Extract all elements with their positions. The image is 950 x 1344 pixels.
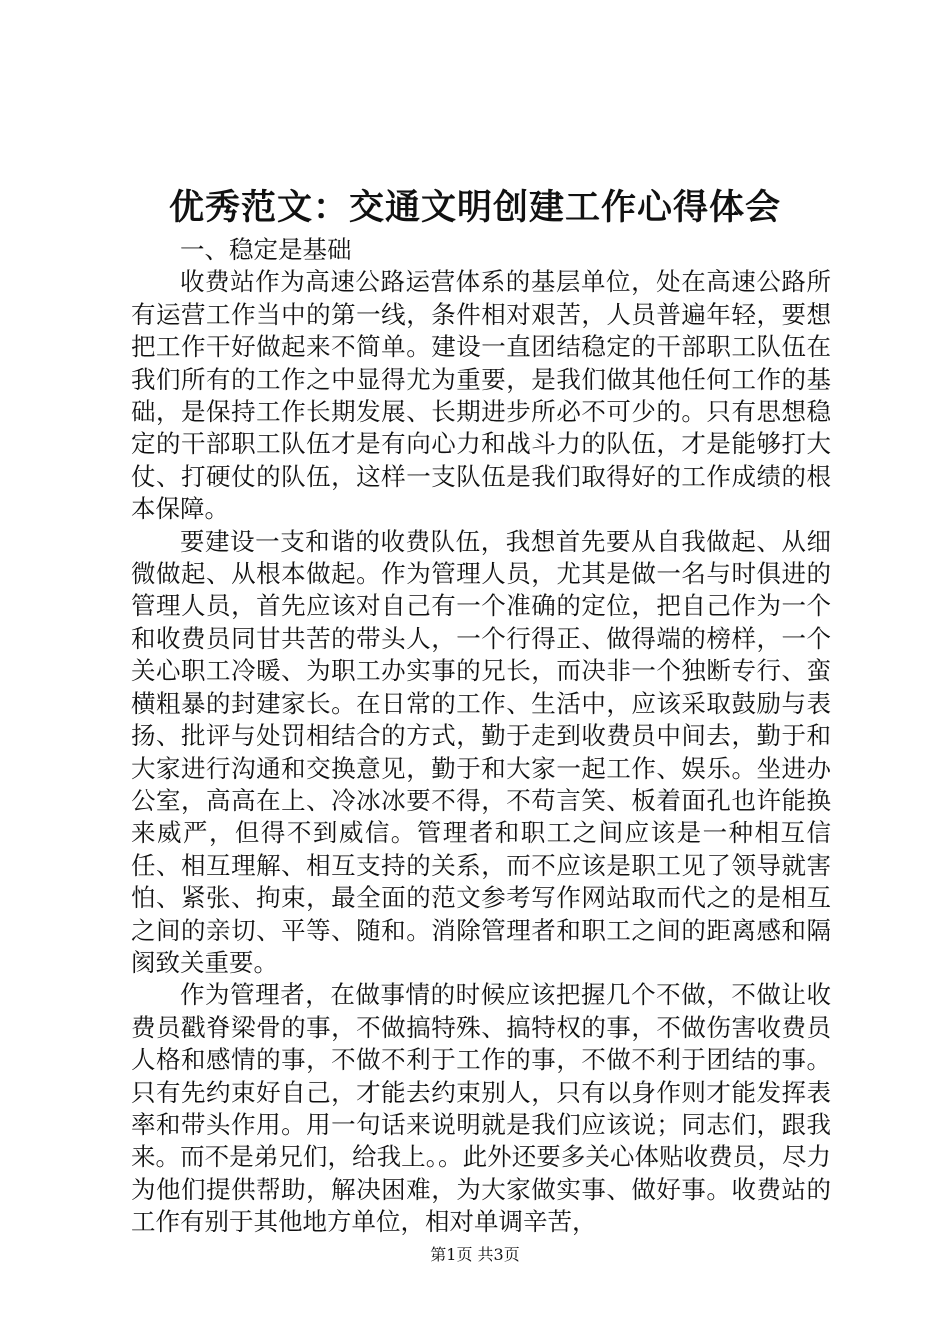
section-heading: 一、稳定是基础: [180, 235, 352, 264]
paragraph: 作为管理者，在做事情的时候应该把握几个不做，不做让收费员戳脊梁骨的事，不做搞特殊、搞特权的事，不做伤害收费员人格和感情的事，不做不利于工作的事，不做不利于团结的事。只有先约束好自己，才能去约束别人，只有以身作则才能发挥表率和带头作用。用一句话来说明就是我们应该说；同志们，跟我来。而不是弟兄们，给我上。。此外还要多关心体贴收费员，尽力为他们提供帮助，解决困难，为大家做实事、做好事。收费站的工作有别于其他地方单位，相对单调辛苦，: [131, 980, 831, 1237]
document-body: [131, 234, 831, 1239]
paragraph: 要建设一支和谐的收费队伍，我想首先要从自我做起、从细微做起、从根本做起。作为管理人员，尤其是做一名与时俱进的管理人员，首先应该对自己有一个准确的定位，把自己作为一个和收费员同甘共苦的带头人，一个行得正、做得端的榜样，一个关心职工冷暖、为职工办实事的兄长，而决非一个独断专行、蛮横粗暴的封建家长。在日常的工作、生活中，应该采取鼓励与表扬、批评与处罚相结合的方式，勤于走到收费员中间去，勤于和大家进行沟通和交换意见，勤于和大家一起工作、娱乐。坐进办公室，高高在上、冷冰冰要不得，不苟言笑、板着面孔也许能换来威严，但得不到威信。管理者和职工之间应该是一种相互信任、相互理解、相互支持的关系，而不应该是职工见了领导就害怕、紧张、拘束，最全面的范文参考写作网站取而代之的是相互之间的亲切、平等、随和。消除管理者和职工之间的距离感和隔阂致关重要。: [131, 526, 831, 977]
paragraph: 收费站作为高速公路运营体系的基层单位，处在高速公路所有运营工作当中的第一线，条件相对艰苦，人员普遍年轻，要想把工作干好做起来不简单。建设一直团结稳定的干部职工队伍在我们所有的工作之中显得尤为重要，是我们做其他任何工作的基础，是保持工作长期发展、长期进步所必不可少的。只有思想稳定的干部职工队伍才是有向心力和战斗力的队伍，才是能够打大仗、打硬仗的队伍，这样一支队伍是我们取得好的工作成绩的根本保障。: [131, 267, 831, 524]
document-title: 优秀范文：交通文明创建工作心得体会: [168, 187, 781, 228]
page-footer: 第1页 共3页: [430, 1245, 520, 1264]
